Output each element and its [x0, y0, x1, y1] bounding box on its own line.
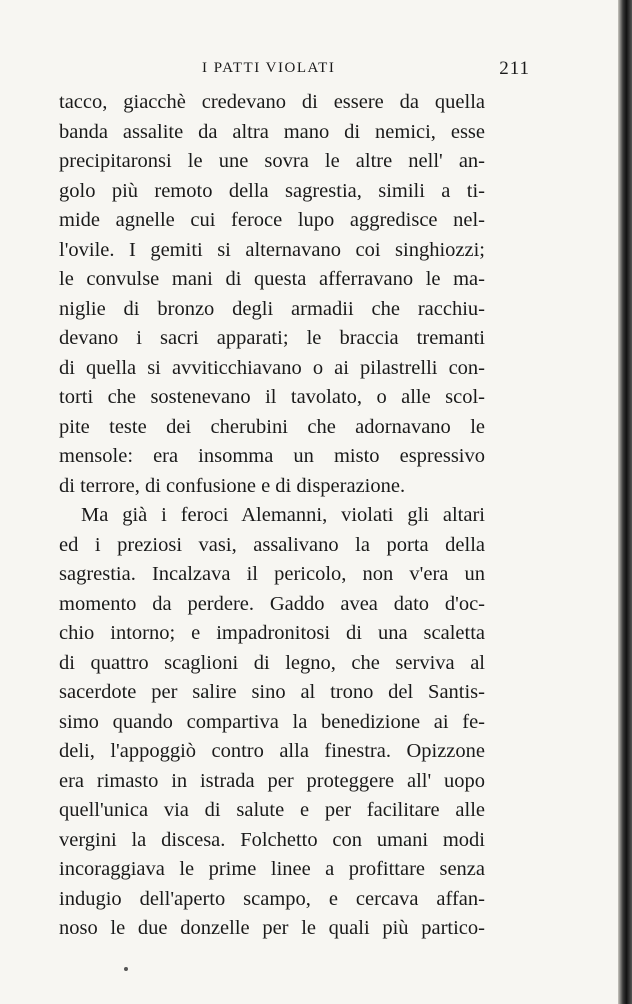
text-line: noso le due donzelle per le quali più partico-	[59, 917, 485, 939]
text-line: era rimasto in istrada per proteggere all' uopo	[59, 769, 485, 792]
text-line: banda assalite da altra mano di nemici, esse	[59, 120, 485, 143]
text-line: ed i preziosi vasi, assalivano la porta della	[59, 533, 485, 556]
text-line: sagrestia. Incalzava il pericolo, non v'era un	[59, 563, 485, 585]
text-line: pite teste dei cherubini che adornavano le	[59, 415, 485, 438]
text-line: vergini la discesa. Folchetto con umani modi	[59, 828, 485, 851]
text-line: devano i sacri apparati; le braccia tremanti	[59, 327, 485, 349]
text-line: momento da perdere. Gaddo avea dato d'oc-	[59, 592, 485, 615]
text-line: golo più remoto della sagrestia, simili a ti-	[59, 179, 485, 202]
text-line: deli, l'appoggiò contro alla finestra. Opizzone	[59, 740, 485, 762]
text-line: chio intorno; e impadronitosi di una scaletta	[59, 622, 485, 644]
text-line: di quattro scaglioni di legno, che serviva al	[59, 651, 485, 674]
text-line: l'ovile. I gemiti si alternavano coi singhiozzi;	[59, 238, 485, 261]
text-line: niglie di bronzo degli armadii che racchiu-	[59, 297, 485, 320]
body-text	[59, 88, 485, 944]
text-line: mensole: era insomma un misto espressivo	[59, 445, 485, 467]
text-line: quell'unica via di salute e per facilitare alle	[59, 799, 485, 821]
page-edge-shadow	[618, 0, 632, 1004]
running-head	[60, 60, 530, 86]
text-line: precipitaronsi le une sovra le altre nell' an-	[59, 150, 485, 172]
text-line: le convulse mani di questa afferravano le ma-	[59, 268, 485, 290]
paper-speck	[124, 967, 128, 971]
page-number: 211	[499, 58, 530, 79]
text-line: simo quando compartiva la benedizione ai fe-	[59, 710, 485, 733]
text-line: torti che sostenevano il tavolato, o alle scol-	[59, 386, 485, 408]
text-line: sacerdote per salire sino al trono del Santis-	[59, 681, 485, 703]
text-line: incoraggiava le prime linee a profittare senza	[59, 858, 485, 880]
text-line: Ma già i feroci Alemanni, violati gli altari	[81, 504, 485, 526]
text-line: indugio dell'aperto scampo, e cercava affan-	[59, 887, 485, 910]
running-head-title: I PATTI VIOLATI	[202, 60, 336, 76]
text-line: di terrore, di confusione e di disperazione.	[59, 474, 406, 497]
text-line: mide agnelle cui feroce lupo aggredisce nel-	[59, 209, 485, 231]
text-line: tacco, giacchè credevano di essere da quella	[59, 91, 485, 113]
text-line: di quella si avviticchiavano o ai pilastrelli con-	[59, 356, 485, 379]
